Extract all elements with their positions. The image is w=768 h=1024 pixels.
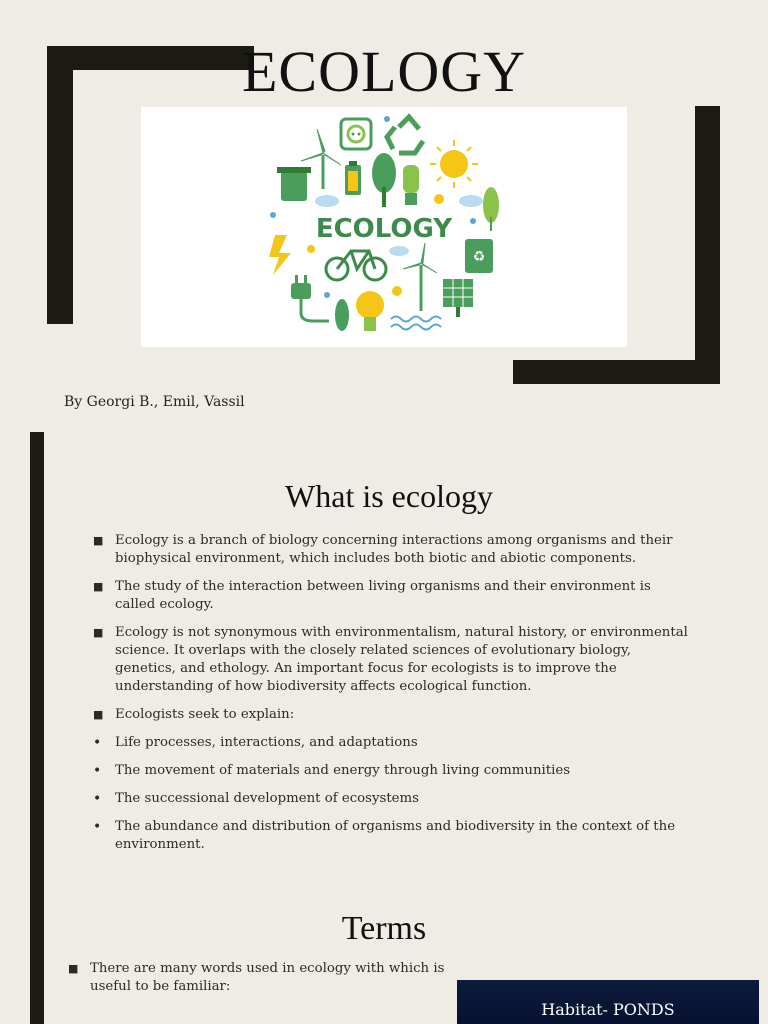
list-item: ■ Ecology is a branch of biology concerning interactions among organisms and their biophysical environment, which includes both biotic and abiotic components. xyxy=(93,533,673,566)
bicycle-icon xyxy=(326,251,386,280)
frame-bar-bottom-right-vertical xyxy=(695,106,720,384)
what-is-ecology-slide xyxy=(0,432,768,864)
dot-bullet-icon: • xyxy=(93,819,102,835)
list-item: • The abundance and distribution of organisms and biodiversity in the context of the environment. xyxy=(93,819,676,852)
svg-text:♻: ♻ xyxy=(472,249,486,265)
sun-icon xyxy=(430,140,478,188)
tree-icon xyxy=(372,153,396,207)
list-item: ■ Ecology is not synonymous with environmentalism, natural history, or environmental science. It overlaps with the closely related sciences of evolutionary biology, genetics, and ethology. An important focus for ecologists is to improve the understanding of how biodiversity affects ecological function. xyxy=(93,625,688,694)
power-socket-icon xyxy=(341,119,371,149)
ecology-illustration xyxy=(141,107,627,347)
square-bullet-icon: ■ xyxy=(93,708,104,721)
slide-title: Terms xyxy=(341,910,427,947)
slide-title: What is ecology xyxy=(285,478,493,514)
list-item: • The movement of materials and energy through living communities xyxy=(93,763,571,779)
square-bullet-icon: ■ xyxy=(68,962,79,975)
dot-bullet-icon: • xyxy=(93,735,102,751)
water-waves-icon xyxy=(391,317,441,330)
leaf-icon xyxy=(335,299,349,331)
recycle-bin-icon xyxy=(465,239,493,273)
trash-bin-icon xyxy=(277,167,311,201)
wind-turbine-icon xyxy=(403,243,437,311)
recycle-icon xyxy=(387,117,423,153)
plug-icon xyxy=(291,275,329,321)
lightning-icon xyxy=(269,235,291,275)
square-bullet-icon: ■ xyxy=(93,534,104,547)
title-slide xyxy=(0,0,768,432)
water-drop-icon xyxy=(270,116,476,298)
habitat-ponds-card xyxy=(457,980,759,1024)
bullet-list xyxy=(93,532,693,864)
terms-slide xyxy=(0,864,768,1024)
solar-panel-icon xyxy=(443,279,473,317)
leaf-icon xyxy=(483,187,499,231)
list-item: • Life processes, interactions, and adaptations xyxy=(93,735,418,751)
habitat-label: Habitat- PONDS xyxy=(541,1000,675,1019)
dot-bullet-icon: • xyxy=(93,763,102,779)
ecology-graphic-label: ECOLOGY xyxy=(315,214,453,244)
ecology-icons-graphic xyxy=(141,107,627,347)
list-item: ■ There are many words used in ecology with which is useful to be familiar: xyxy=(68,961,445,994)
slide-title: ECOLOGY xyxy=(241,39,527,104)
square-bullet-icon: ■ xyxy=(93,626,104,639)
battery-icon xyxy=(345,161,361,195)
lightbulb-icon xyxy=(356,291,384,331)
dot-bullet-icon: • xyxy=(93,791,102,807)
square-bullet-icon: ■ xyxy=(93,580,104,593)
author-byline: By Georgi B., Emil, Vassil xyxy=(64,394,245,410)
frame-bar-bottom-right-horizontal xyxy=(513,360,720,384)
list-item: ■ Ecologists seek to explain: xyxy=(93,707,295,722)
list-item: • The successional development of ecosystems xyxy=(93,791,419,807)
list-item: ■ The study of the interaction between living organisms and their environment is called ecology. xyxy=(93,579,651,612)
eco-bulb-icon xyxy=(403,165,419,205)
